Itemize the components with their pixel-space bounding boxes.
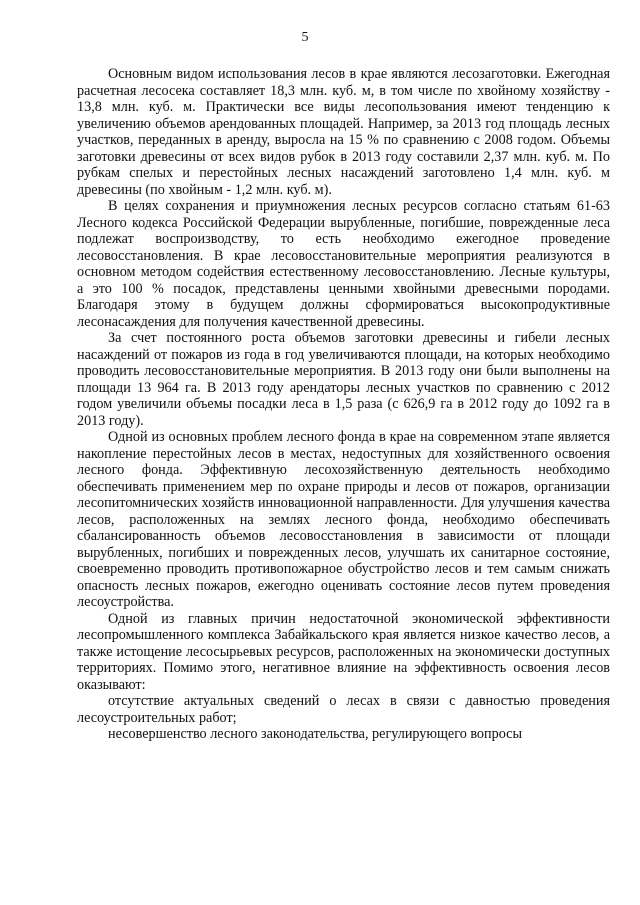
paragraph-logging: Основным видом использования лесов в крае являются лесозаготовки. Ежегодная расчетная лесосека составляет 18,3 млн. куб. м, в том числе по хвойному хозяйству - 13,8 млн. куб. м. Практически все виды лесопользования имеют тенденцию к увеличению объемов арендованных площадей. Например, за 2013 год площадь лесных участков, переданных в аренду, выросла на 15 % по сравнению с 2008 годом. Объемы заготовки древесины от всех видов рубок в 2013 году составили 2,37 млн. куб. м. По рубкам спелых и перестойных лесных насаждений заготовлено 1,4 млн. куб. м древесины (по хвойным - 1,2 млн. куб. м). <box>77 66 610 198</box>
paragraph-growth: За счет постоянного роста объемов заготовки древесины и гибели лесных насаждений от пожаров из года в год увеличиваются площади, на которых необходимо проводить лесовосстановительные мероприятия. В 2013 году они были выполнены на площади 13 964 га. В 2013 году арендаторы лесных участков по сравнению с 2012 годом увеличили объемы посадки леса в 1,5 раза (с 626,9 га в 2012 году до 1092 га в 2013 году). <box>77 330 610 429</box>
paragraph-causes: Одной из главных причин недостаточной экономической эффективности лесопромышленного комплекса Забайкальского края является низкое качество лесов, а также истощение лесосырьевых ресурсов, расположенных на экономически доступных территориях. Помимо этого, негативное влияние на эффективность освоения лесов оказывают: <box>77 610 610 693</box>
page-number: 5 <box>301 30 309 45</box>
list-item-legislation: несовершенство лесного законодательства, регулирующего вопросы <box>108 726 522 742</box>
paragraph-reforestation: В целях сохранения и приумножения лесных ресурсов согласно статьям 61-63 Лесного кодекса Российской Федерации вырубленные, погибшие, поврежденные леса подлежат воспроизводству, то есть необходимо ежегодное проведение лесовосстановления. В крае лесовосстановительные мероприятия реализуются в основном методом содействия естественному лесовосстановлению. Лесные культуры, а это 100 % посадок, представлены ценными хвойными древесными породами. Благодаря этому в будущем должны сформироваться высокопродуктивные лесонасаждения для получения качественной древесины. <box>77 198 610 330</box>
list-item-outdated-data: отсутствие актуальных сведений о лесах в связи с давностью проведения лесоустроительных работ; <box>77 693 610 726</box>
paragraph-problems: Одной из основных проблем лесного фонда в крае на современном этапе является накопление перестойных лесов в местах, недоступных для хозяйственного освоения лесного фонда. Эффективную лесохозяйственную деятельность необходимо обеспечивать применением мер по охране природы и лесов от пожаров, организации лесопитомнических хозяйств инновационной направленности. Для улучшения качества лесов, расположенных на землях лесного фонда, необходимо обеспечивать сбалансированность объемов лесовосстановления в зависимости от площади вырубленных, погибших и поврежденных лесов, улучшать их санитарное состояние, своевременно проводить противопожарное обустройство лесов и тем самым снижать опасность лесных пожаров, ежегодно оценивать состояние лесов путем проведения лесоустройства. <box>77 429 610 610</box>
